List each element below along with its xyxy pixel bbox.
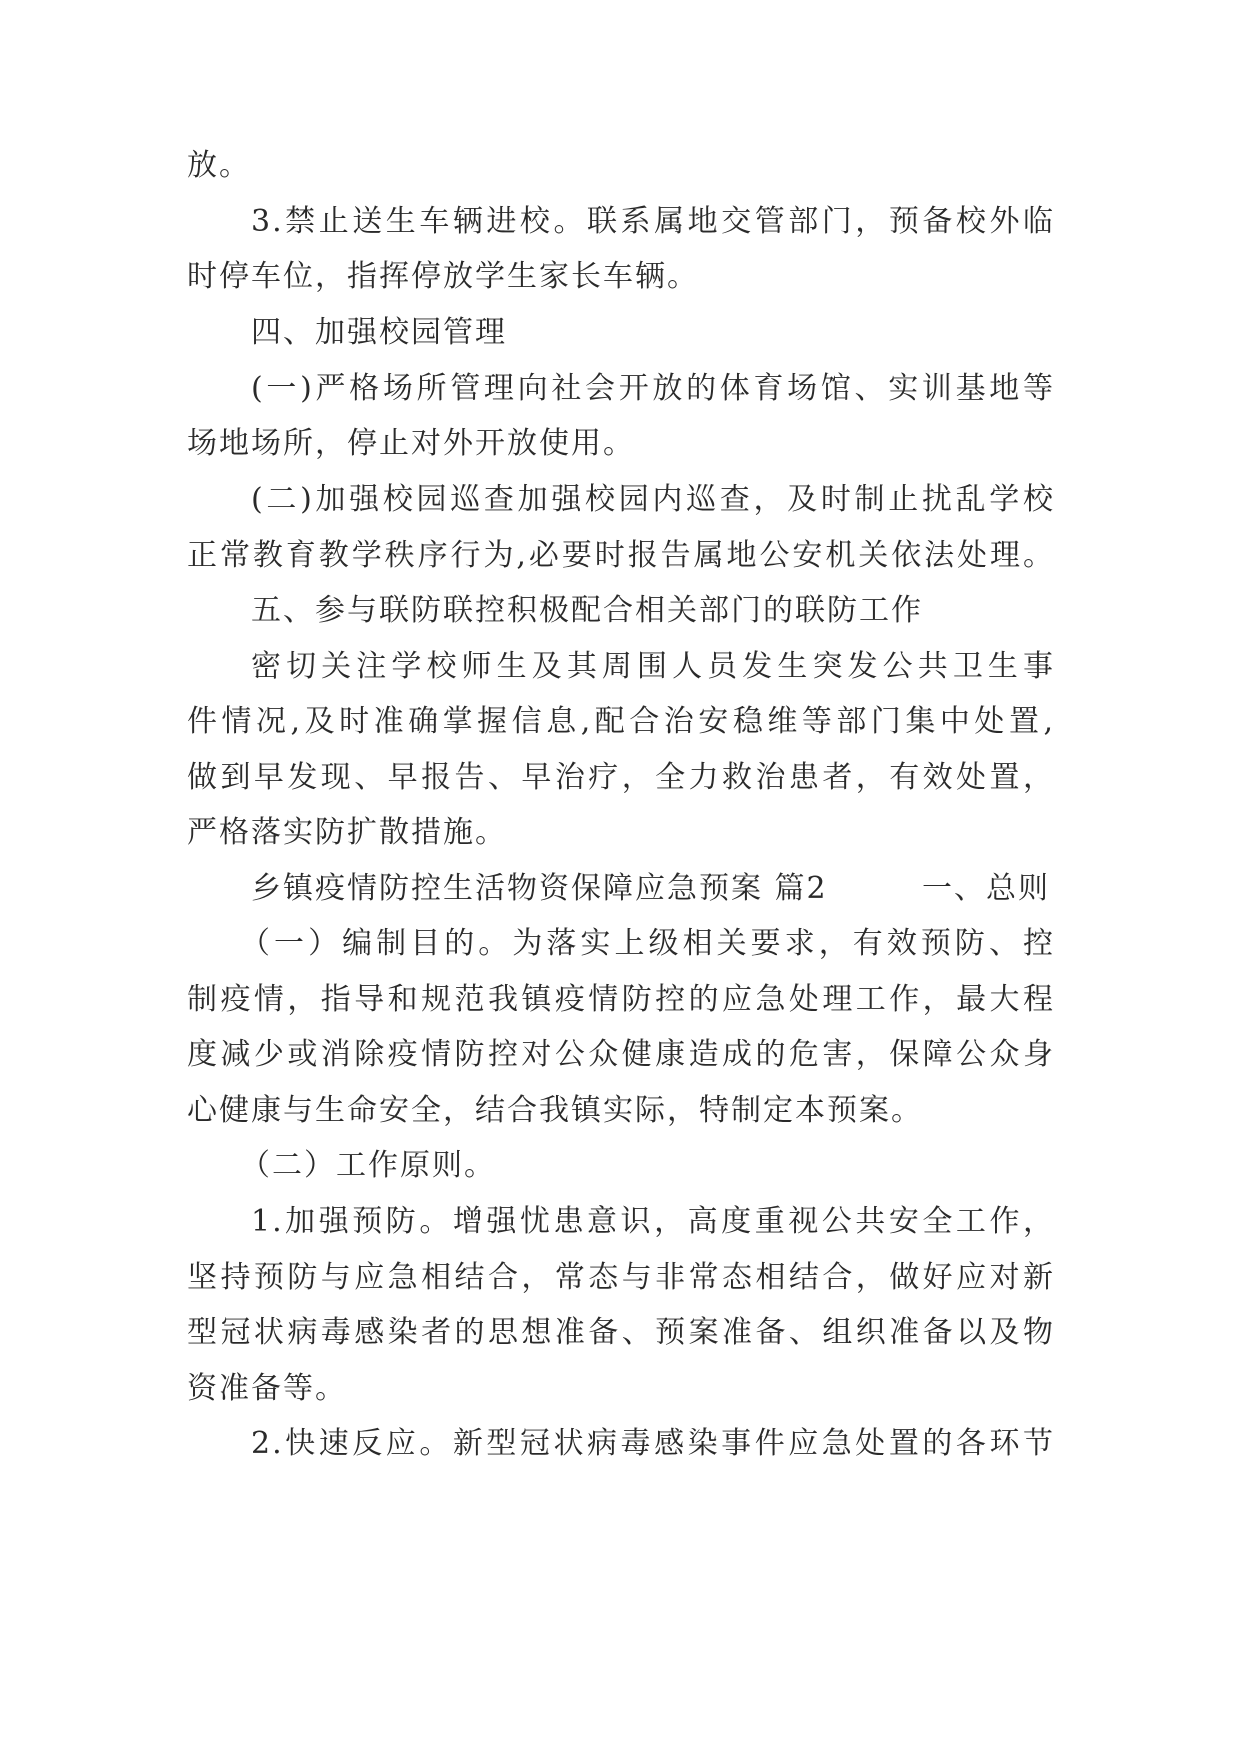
- section-heading-5: 五、参与联防联控积极配合相关部门的联防工作: [251, 593, 923, 628]
- text-line-13: 严格落实防扩散措施。: [187, 815, 507, 850]
- section-heading-4: 四、加强校园管理: [251, 315, 507, 350]
- text-line-18: 心健康与生命安全，结合我镇实际，特制定本预案。: [187, 1093, 923, 1128]
- text-line-16: 制疫情，指导和规范我镇疫情防控的应急处理工作，最大程: [187, 982, 1055, 1017]
- text-line-3: 时停车位，指挥停放学生家长车辆。: [187, 259, 699, 294]
- text-line-6: 场地场所，停止对外开放使用。: [187, 426, 635, 461]
- text-line-21: 坚持预防与应急相结合，常态与非常态相结合，做好应对新: [187, 1260, 1055, 1295]
- text-line-10: 密切关注学校师生及其周围人员发生突发公共卫生事: [251, 649, 1055, 684]
- section-heading-principles: （二）工作原则。: [240, 1148, 496, 1183]
- text-line-24: 2.快速反应。新型冠状病毒感染事件应急处置的各环节: [251, 1426, 1055, 1461]
- text-line-12: 做到早发现、早报告、早治疗，全力救治患者，有效处置，: [187, 760, 1055, 795]
- text-line-15: （一）编制目的。为落实上级相关要求，有效预防、控: [240, 926, 1055, 961]
- text-line-7: (二)加强校园巡查加强校园内巡查，及时制止扰乱学校: [251, 482, 1055, 517]
- text-line-11: 件情况,及时准确掌握信息,配合治安稳维等部门集中处置,: [187, 704, 1055, 739]
- text-line-20: 1.加强预防。增强忧患意识，高度重视公共安全工作，: [251, 1204, 1055, 1239]
- text-line-23: 资准备等。: [187, 1371, 347, 1406]
- text-line-5: (一)严格场所管理向社会开放的体育场馆、实训基地等: [251, 371, 1055, 406]
- text-line-8: 正常教育教学秩序行为,必要时报告属地公安机关依法处理。: [187, 538, 1055, 573]
- text-line-1: 放。: [187, 148, 251, 183]
- text-line-22: 型冠状病毒感染者的思想准备、预案准备、组织准备以及物: [187, 1315, 1055, 1350]
- text-line-17: 度减少或消除疫情防控对公众健康造成的危害，保障公众身: [187, 1037, 1055, 1072]
- plan-title: 乡镇疫情防控生活物资保障应急预案 篇2: [251, 871, 828, 906]
- text-line-2: 3.禁止送生车辆进校。联系属地交管部门，预备校外临: [251, 204, 1055, 239]
- section-heading-general: 一、总则: [922, 871, 1050, 906]
